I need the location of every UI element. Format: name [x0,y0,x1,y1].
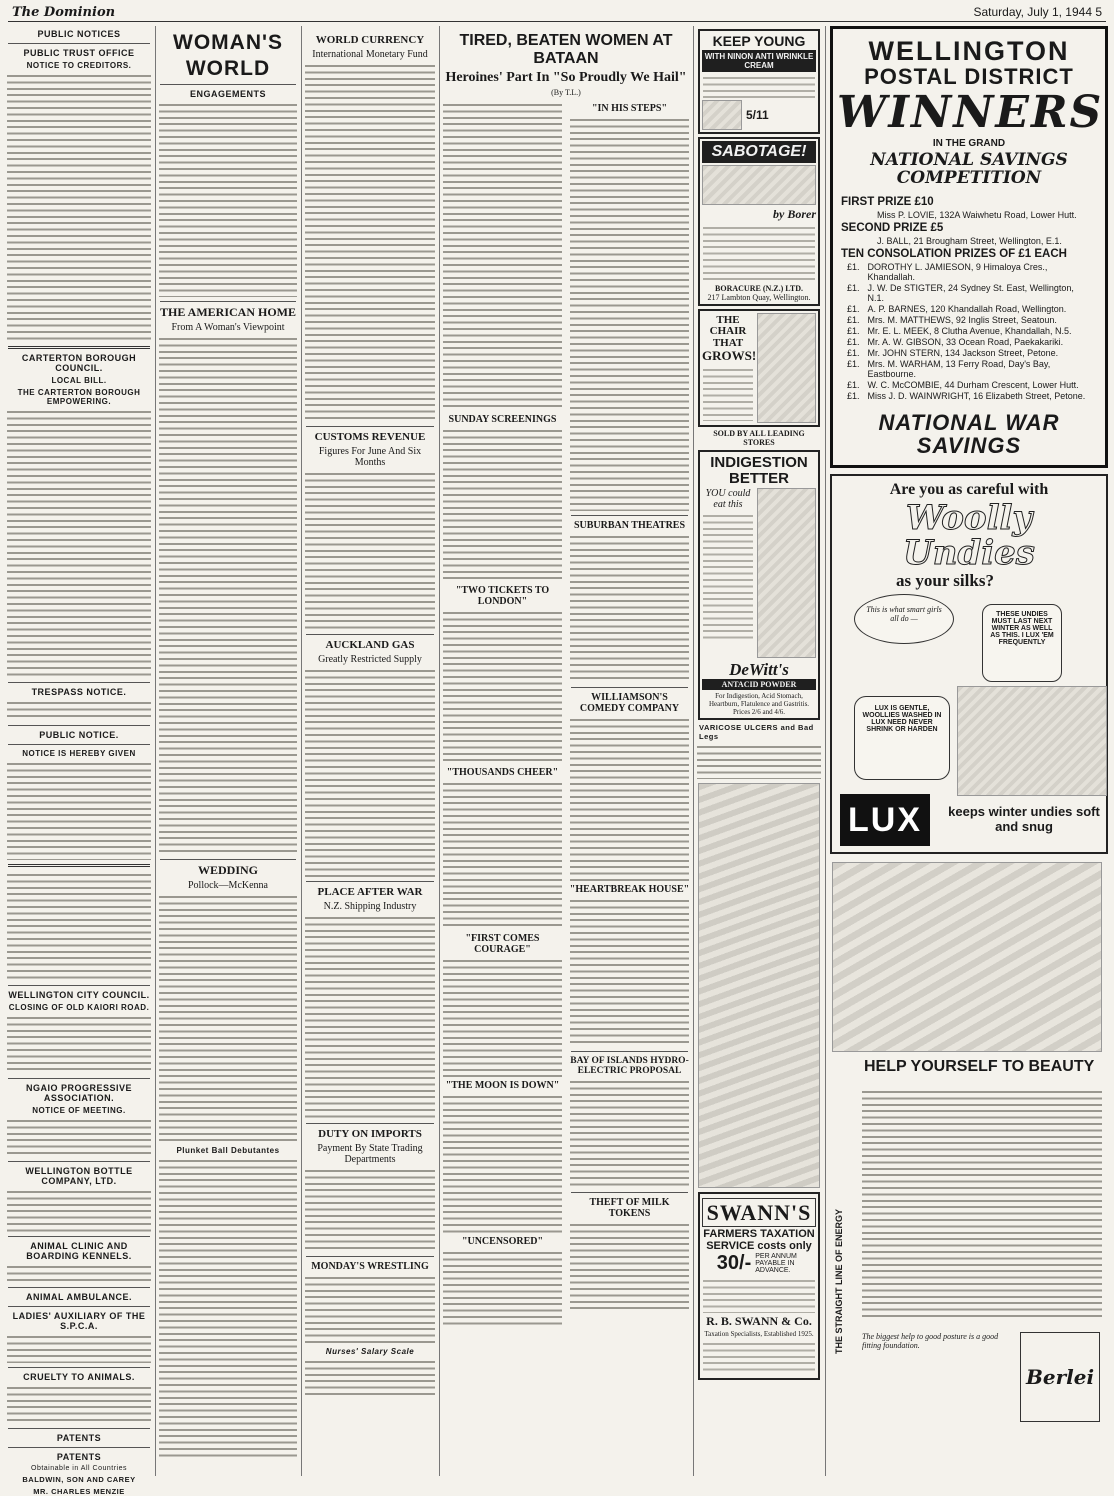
indigestion-line2: BETTER [729,469,789,487]
notice-heading: PUBLIC NOTICE. [39,730,119,740]
dewitts-logo: DeWitt's [729,660,789,680]
article-body [443,427,562,582]
notice-heading: NOTICE IS HEREBY GIVEN [22,749,136,758]
by-borer: by Borer [773,207,816,222]
consolation-amount: £1. [847,314,860,325]
consolation-name: Mr. A. W. GIBSON, 33 Ocean Road, Paekakariki. [867,336,1064,347]
varicose-body [697,743,821,779]
antacid-label: ANTACID POWDER [702,679,816,690]
lux-slogan: keeps winter undies soft and snug [948,804,1100,834]
chair-line1: THE CHAIR [709,313,747,338]
speech-bubble-2: THESE UNDIES MUST LAST NEXT WINTER AS WELL AS THIS. I LUX 'EM FREQUENTLY [982,604,1062,682]
notice-body [7,1333,151,1363]
masthead [8,4,1106,22]
article-body [443,957,562,1077]
notice-subheading: NOTICE TO CREDITORS. [26,61,132,70]
world-currency-subhead: International Monetary Fund [312,49,428,61]
ninon-ad [698,29,820,134]
postal-district-heading: POSTAL DISTRICT [864,64,1074,90]
notice-subheading: NOTICE OF MEETING. [32,1106,126,1115]
article-body [443,1093,562,1233]
consolation-winner [847,348,1091,358]
article-body [305,1358,435,1398]
american-home-subhead: From A Woman's Viewpoint [171,322,285,334]
consolation-name: J. W. De STIGTER, 24 Sydney St. East, Wellington, N.1. [867,282,1074,303]
second-prize: SECOND PRIZE £5 [841,221,944,234]
swann-tax-ad [698,1192,820,1380]
notice-body [7,871,151,981]
help-yourself-heading: HELP YOURSELF TO BEAUTY [864,1058,1095,1075]
customs-headline: CUSTOMS REVENUE [314,431,426,444]
wellington-heading: WELLINGTON [868,36,1070,66]
in-the-grand: IN THE GRAND [932,137,1006,149]
main-subheadline: Heroines' Part In "So Proudly We Hail" [445,70,687,86]
notice-body [7,1014,151,1074]
patents-agent: MR. CHARLES MENZIE [33,1487,125,1496]
nursery-chair-ad [698,309,820,427]
public-notices-column [6,26,152,1496]
borer-damage-image [702,165,816,205]
wedding-headline: WEDDING [197,863,258,878]
article-body [570,1078,689,1188]
consolation-amount: £1. [847,379,860,390]
article-body [443,780,562,930]
article-body [570,116,689,511]
nurses-heading: Nurses' Salary Scale [325,1347,415,1357]
article-body [305,1167,435,1252]
consolation-name: W. C. McCOMBIE, 44 Durham Crescent, Lower Hutt. [867,379,1079,390]
world-currency-headline: WORLD CURRENCY [315,34,425,46]
notice-heading: CRUELTY TO ANIMALS. [23,1372,135,1382]
farmers-taxation: FARMERS TAXATION [703,1228,815,1241]
article-body [305,1274,435,1344]
straight-line-energy: THE STRAIGHT LINE OF ENERGY [834,1208,844,1354]
chair-line2: THAT [712,336,744,349]
notice-body [7,760,151,860]
consolation-amount: £1. [847,347,860,358]
ad-copy [703,512,753,642]
swanns-logo: SWANN'S [702,1198,816,1227]
womans-world-banner-line1: WOMAN'S [173,31,283,54]
chair-line3: GROWS! [702,348,757,364]
first-prize: FIRST PRIZE £10 [841,195,934,208]
notice-heading: ANIMAL CLINIC AND BOARDING KENNELS. [26,1241,132,1261]
ad-copy [703,74,815,98]
consolation-name: Mr. E. L. MEEK, 8 Clutha Avenue, Khandallah, N.5. [867,325,1072,336]
duty-imports-headline: DUTY ON IMPORTS [318,1128,422,1141]
womans-world-banner-line2: WORLD [185,57,271,81]
ninon-price: 5/11 [746,107,769,122]
article-body [443,1249,562,1329]
article-body [305,667,435,877]
notice-subheading: THE CARTERTON BOROUGH EMPOWERING. [17,388,141,406]
food-plate-image [757,488,816,658]
article-body [159,893,297,1143]
notice-body [7,1117,151,1157]
suburban-theatres-heading: SUBURBAN THEATRES [573,519,686,531]
consolation-winner [847,359,1091,379]
ad-copy [703,1340,815,1374]
article-body [305,470,435,630]
notice-body [7,699,151,721]
consolation-list [837,262,1101,401]
article-body [159,335,297,855]
consolation-winner [847,315,1091,325]
consolation-amount: £1. [847,325,860,336]
debutantes-heading: Plunket Ball Debutantes [176,1146,280,1156]
section-heading: PATENTS [56,1452,102,1462]
consolation-name: Miss J. D. WAINWRIGHT, 16 Elizabeth Street, Petone. [867,390,1086,401]
two-tickets-heading: "TWO TICKETS TO LONDON" [455,584,550,607]
moon-is-down-heading: "THE MOON IS DOWN" [445,1079,560,1091]
woman-illustration [957,686,1107,796]
consolation-name: Mrs. M. MATTHEWS, 92 Inglis Street, Seatoun. [867,314,1057,325]
section-heading: ENGAGEMENTS [189,89,266,100]
consolation-name: Mr. JOHN STERN, 134 Jackson Street, Petone. [867,347,1059,358]
notice-body [7,1188,151,1232]
lux-ad [830,474,1108,854]
berlei-caption: The biggest help to good posture is a good fitting foundation. [862,1332,999,1350]
woolly-undies: Woolly Undies [903,497,1035,574]
consolation-amount: £1. [847,261,860,272]
auckland-gas-subhead: Greatly Restricted Supply [318,654,422,666]
patents-firm: BALDWIN, SON AND CAREY [22,1475,136,1484]
article-body [443,609,562,764]
notice-body [7,1263,151,1283]
baby-chair-image [757,313,816,423]
national-savings-ad [830,26,1108,468]
uncensored-heading: "UNCENSORED" [461,1235,544,1247]
ad-copy [862,1088,1102,1318]
entertainment-column [442,26,690,1476]
duty-imports-subhead: Payment By State Trading Departments [317,1143,423,1166]
auckland-gas-headline: AUCKLAND GAS [325,639,415,652]
posture-illustration [832,862,1102,1052]
speech-bubble-1: This is what smart girls all do — [854,594,954,644]
article-body [570,1221,689,1311]
consolation-winner [847,391,1091,401]
adverts-column [696,26,822,1476]
notice-heading: CARTERTON BOROUGH COUNCIL. [21,353,137,373]
section-heading: PATENTS [56,1433,102,1443]
wrestling-headline: MONDAY'S WRESTLING [311,1261,429,1273]
consolation-amount: £1. [847,303,860,314]
article-body [570,716,689,881]
national-war-savings: NATIONAL WAR SAVINGS [878,409,1060,458]
place-after-war-subhead: N.Z. Shipping Industry [323,901,417,913]
main-headline: TIRED, BEATEN WOMEN AT BATAAN [459,32,673,67]
notice-body [7,1384,151,1424]
american-home-headline: THE AMERICAN HOME [159,305,296,320]
boracure-ad [698,137,820,306]
boracure-company: BORACURE (N.Z.) LTD. [715,283,803,293]
sunday-screenings-heading: SUNDAY SCREENINGS [448,413,557,425]
varicose-heading: VARICOSE ULCERS and Bad Legs [699,723,814,742]
consolation-amount: £1. [847,390,860,401]
news-column [304,26,436,1476]
indigestion-line1: INDIGESTION [710,453,808,471]
consolation-winner [847,283,1091,303]
ad-copy [703,1277,815,1313]
ad-copy [703,224,815,282]
winners-heading: WINNERS [837,87,1104,139]
consolation-amount: £1. [847,282,860,293]
boracure-address: 217 Lambton Quay, Wellington. [707,292,811,302]
wedding-subhead: Pollock—McKenna [188,880,268,892]
article-body [305,914,435,1119]
notice-heading: WELLINGTON CITY COUNCIL. [8,990,150,1000]
consolation-prizes: TEN CONSOLATION PRIZES OF £1 EACH [841,247,1067,260]
consolation-amount: £1. [847,336,860,347]
berlei-logo: Berlei [1020,1332,1100,1422]
notice-heading: ANIMAL AMBULANCE. [26,1292,132,1302]
lux-question-1: Are you as careful with [889,481,1049,498]
customs-subhead: Figures For June And Six Months [318,446,422,469]
taxation-service: SERVICE costs only [706,1239,812,1252]
speech-bubble-3: LUX IS GENTLE, WOOLLIES WASHED IN LUX NEED NEVER SHRINK OR HARDEN [854,696,950,780]
notice-heading: NGAIO PROGRESSIVE ASSOCIATION. [25,1083,133,1103]
consolation-name: DOROTHY L. JAMIESON, 9 Himaloya Cres., Khandallah. [867,261,1048,282]
womans-world-column [158,26,298,1476]
byline: (By T.L.) [551,87,581,97]
newspaper-title: The Dominion [12,5,116,20]
lux-logo: LUX [840,794,930,846]
date-page: Saturday, July 1, 1944 5 [973,5,1102,19]
article-body [305,62,435,422]
chair-sold: SOLD BY ALL LEADING STORES [713,428,805,447]
berlei-ad [830,862,1108,1437]
dewitts-ad [698,450,820,720]
williamsons-heading: WILLIAMSON'S COMEDY COMPANY [579,691,680,714]
bay-islands-heading: BAY OF ISLANDS HYDRO-ELECTRIC PROPOSAL [570,1055,689,1077]
in-his-steps-heading: "IN HIS STEPS" [591,102,668,114]
notice-subheading: LOCAL BILL. [51,376,107,385]
consolation-winner [847,304,1091,314]
consolation-winner [847,337,1091,347]
article-body [570,533,689,683]
heartbreak-house-heading: "HEARTBREAK HOUSE" [569,883,690,895]
consolation-name: A. P. BARNES, 120 Khandallah Road, Wellington. [867,303,1067,314]
notice-subheading: CLOSING OF OLD KAIORI ROAD. [8,1003,150,1012]
article-body [159,1157,297,1457]
antacid-uses: For Indigestion, Acid Stomach, Heartburn, Flatulence and Gastritis. Prices 2/6 and 4/6. [708,692,810,717]
consolation-winner [847,380,1091,390]
notice-body [7,408,151,678]
thousands-cheer-heading: "THOUSANDS CHEER" [446,766,559,778]
consolation-winner [847,326,1091,336]
taxation-specialists: Taxation Specialists, Established 1925. [704,1330,814,1339]
keep-young-heading: KEEP YOUNG [712,33,806,49]
notice-heading: WELLINGTON BOTTLE COMPANY, LTD. [25,1166,133,1186]
section-heading: PUBLIC NOTICES [37,29,121,39]
ninon-product: WITH NINON ANTI WRINKLE CREAM [702,50,816,72]
sabotage-heading: SABOTAGE! [702,141,816,164]
typist-illustration [698,783,820,1188]
consolation-winner [847,262,1091,282]
notice-body [7,72,151,342]
article-body [570,897,689,1047]
indigestion-sub: YOU could eat this [705,488,751,511]
ad-copy [703,366,753,421]
second-prize-winner: J. BALL, 21 Brougham Street, Wellington, E.1. [877,235,1062,246]
competition-heading: NATIONAL SAVINGS COMPETITION [870,150,1068,188]
rb-swann-name: R. B. SWANN & Co. [706,1314,812,1329]
notice-heading: TRESPASS NOTICE. [31,687,127,697]
theft-milk-heading: THEFT OF MILK TOKENS [589,1197,670,1220]
first-comes-courage-heading: "FIRST COMES COURAGE" [465,932,540,955]
consolation-name: Mrs. M. WARHAM, 13 Ferry Road, Day's Bay, Eastbourne. [867,358,1051,379]
engagements-body [159,101,297,297]
notice-heading: LADIES' AUXILIARY OF THE S.P.C.A. [12,1311,146,1331]
tax-price: 30/- [716,1252,752,1275]
consolation-amount: £1. [847,358,860,369]
patents-line: Obtainable in All Countries [31,1465,127,1472]
place-after-war-headline: PLACE AFTER WAR [317,886,423,899]
display-ads-column [828,26,1110,1476]
lux-question-3: as your silks? [896,571,994,591]
cream-jar-image [702,100,742,130]
notice-heading: PUBLIC TRUST OFFICE [23,48,135,58]
tax-per: PER ANNUM PAYABLE IN ADVANCE. [755,1253,797,1275]
article-body [443,101,562,411]
first-prize-winner: Miss P. LOVIE, 132A Waiwhetu Road, Lower Hutt. [877,209,1077,220]
